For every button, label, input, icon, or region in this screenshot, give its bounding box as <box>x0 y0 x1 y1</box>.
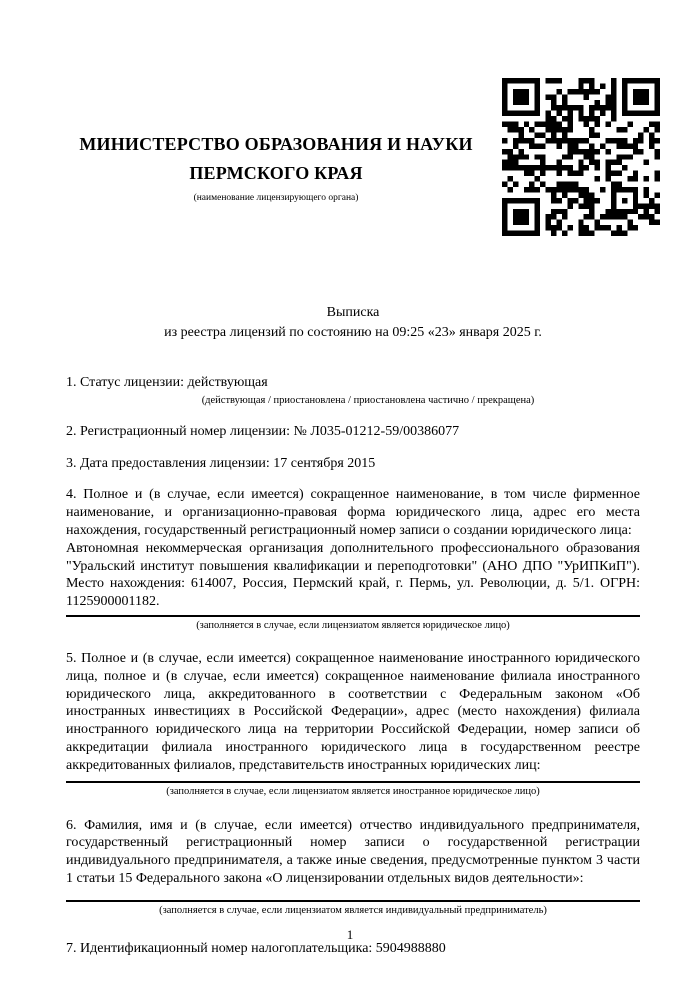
foreign-entity-fill-rule <box>66 781 640 783</box>
legal-entity-label: 4. Полное и (в случае, если имеется) сокращенное наименование, в том числе фирменное наименование, и организационно-правовая форма юридического лица, адрес его места нахождения, государственный регистрационный номер записи о создании юридического лица: <box>66 487 640 538</box>
section-individual-entrepreneur <box>66 817 640 917</box>
licensing-authority-block <box>66 130 486 204</box>
qr-code <box>502 78 660 236</box>
document-title <box>66 303 640 343</box>
qr-code-container <box>502 78 660 236</box>
license-date-text: 3. Дата предоставления лицензии: 17 сентября 2015 <box>66 455 376 471</box>
page-number: 1 <box>346 927 354 942</box>
license-status-options-caption: (действующая / приостановлена / приостановлена частично / прекращена) <box>201 394 535 406</box>
org-name-caption: (наименование лицензирующего органа) <box>193 193 359 203</box>
section-foreign-entity <box>66 650 640 798</box>
section-license-status <box>66 374 640 407</box>
section-registration-number <box>66 423 640 441</box>
legal-entity-fill-rule <box>66 615 640 617</box>
document-body <box>66 374 640 958</box>
document-title-line2: из реестра лицензий по состоянию на 09:25 «23» января 2025 г. <box>164 325 542 340</box>
taxpayer-id-text: 7. Идентификационный номер налогоплательщика: 5904988880 <box>66 940 446 956</box>
entrepreneur-caption: (заполняется в случае, если лицензиатом является индивидуальный предприниматель) <box>159 904 547 916</box>
foreign-entity-label: 5. Полное и (в случае, если имеется) сокращенное наименование иностранного юридического лица, полное и (в случае, если имеется) сокращенное наименование филиала иностранного юридического лица, аккредитованного в соответствии с Федеральным законом «Об иностранных инвестициях в Российской Федерации», адрес (место нахождения) филиала иностранного юридического лица на территории Российской Федерации, номер записи об аккредитации филиала иностранного юридического лица в государственном реестре аккредитованных филиалов, представительств иностранных юридических лиц: <box>66 650 640 773</box>
section-legal-entity <box>66 486 640 632</box>
foreign-entity-caption: (заполняется в случае, если лицензиатом является иностранное юридическое лицо) <box>166 785 540 797</box>
entrepreneur-label: 6. Фамилия, имя и (в случае, если имеется) отчество индивидуального предпринимателя, государственный регистрационный номер записи о государственной регистрации индивидуального предпринимателя, а также иные сведения, предусмотренные пунктом 3 части 1 статьи 15 Федерального закона «О лицензировании отдельных видов деятельности»: <box>66 817 640 886</box>
legal-entity-value: Автономная некоммерческая организация дополнительного профессионального образования "Уральский институт повышения квалификации и переподготовки" (АНО ДПО "УрИПКиП"). Место нахождения: 614007, Россия, Пермский край, г. Пермь, ул. Революции, д. 5/1. ОГРН: 1125900001182. <box>66 540 640 610</box>
legal-entity-caption: (заполняется в случае, если лицензиатом является юридическое лицо) <box>196 619 510 631</box>
org-name-line1: МИНИСТЕРСТВО ОБРАЗОВАНИЯ И НАУКИ <box>79 134 473 154</box>
document-title-line1: Выписка <box>326 305 380 320</box>
section-license-date <box>66 455 640 473</box>
license-status-text: 1. Статус лицензии: действующая <box>66 375 268 390</box>
registration-number-text: 2. Регистрационный номер лицензии: № Л035-01212-59/00386077 <box>66 423 460 439</box>
entrepreneur-fill-rule <box>66 900 640 902</box>
org-name-line2: ПЕРМСКОГО КРАЯ <box>189 163 363 183</box>
